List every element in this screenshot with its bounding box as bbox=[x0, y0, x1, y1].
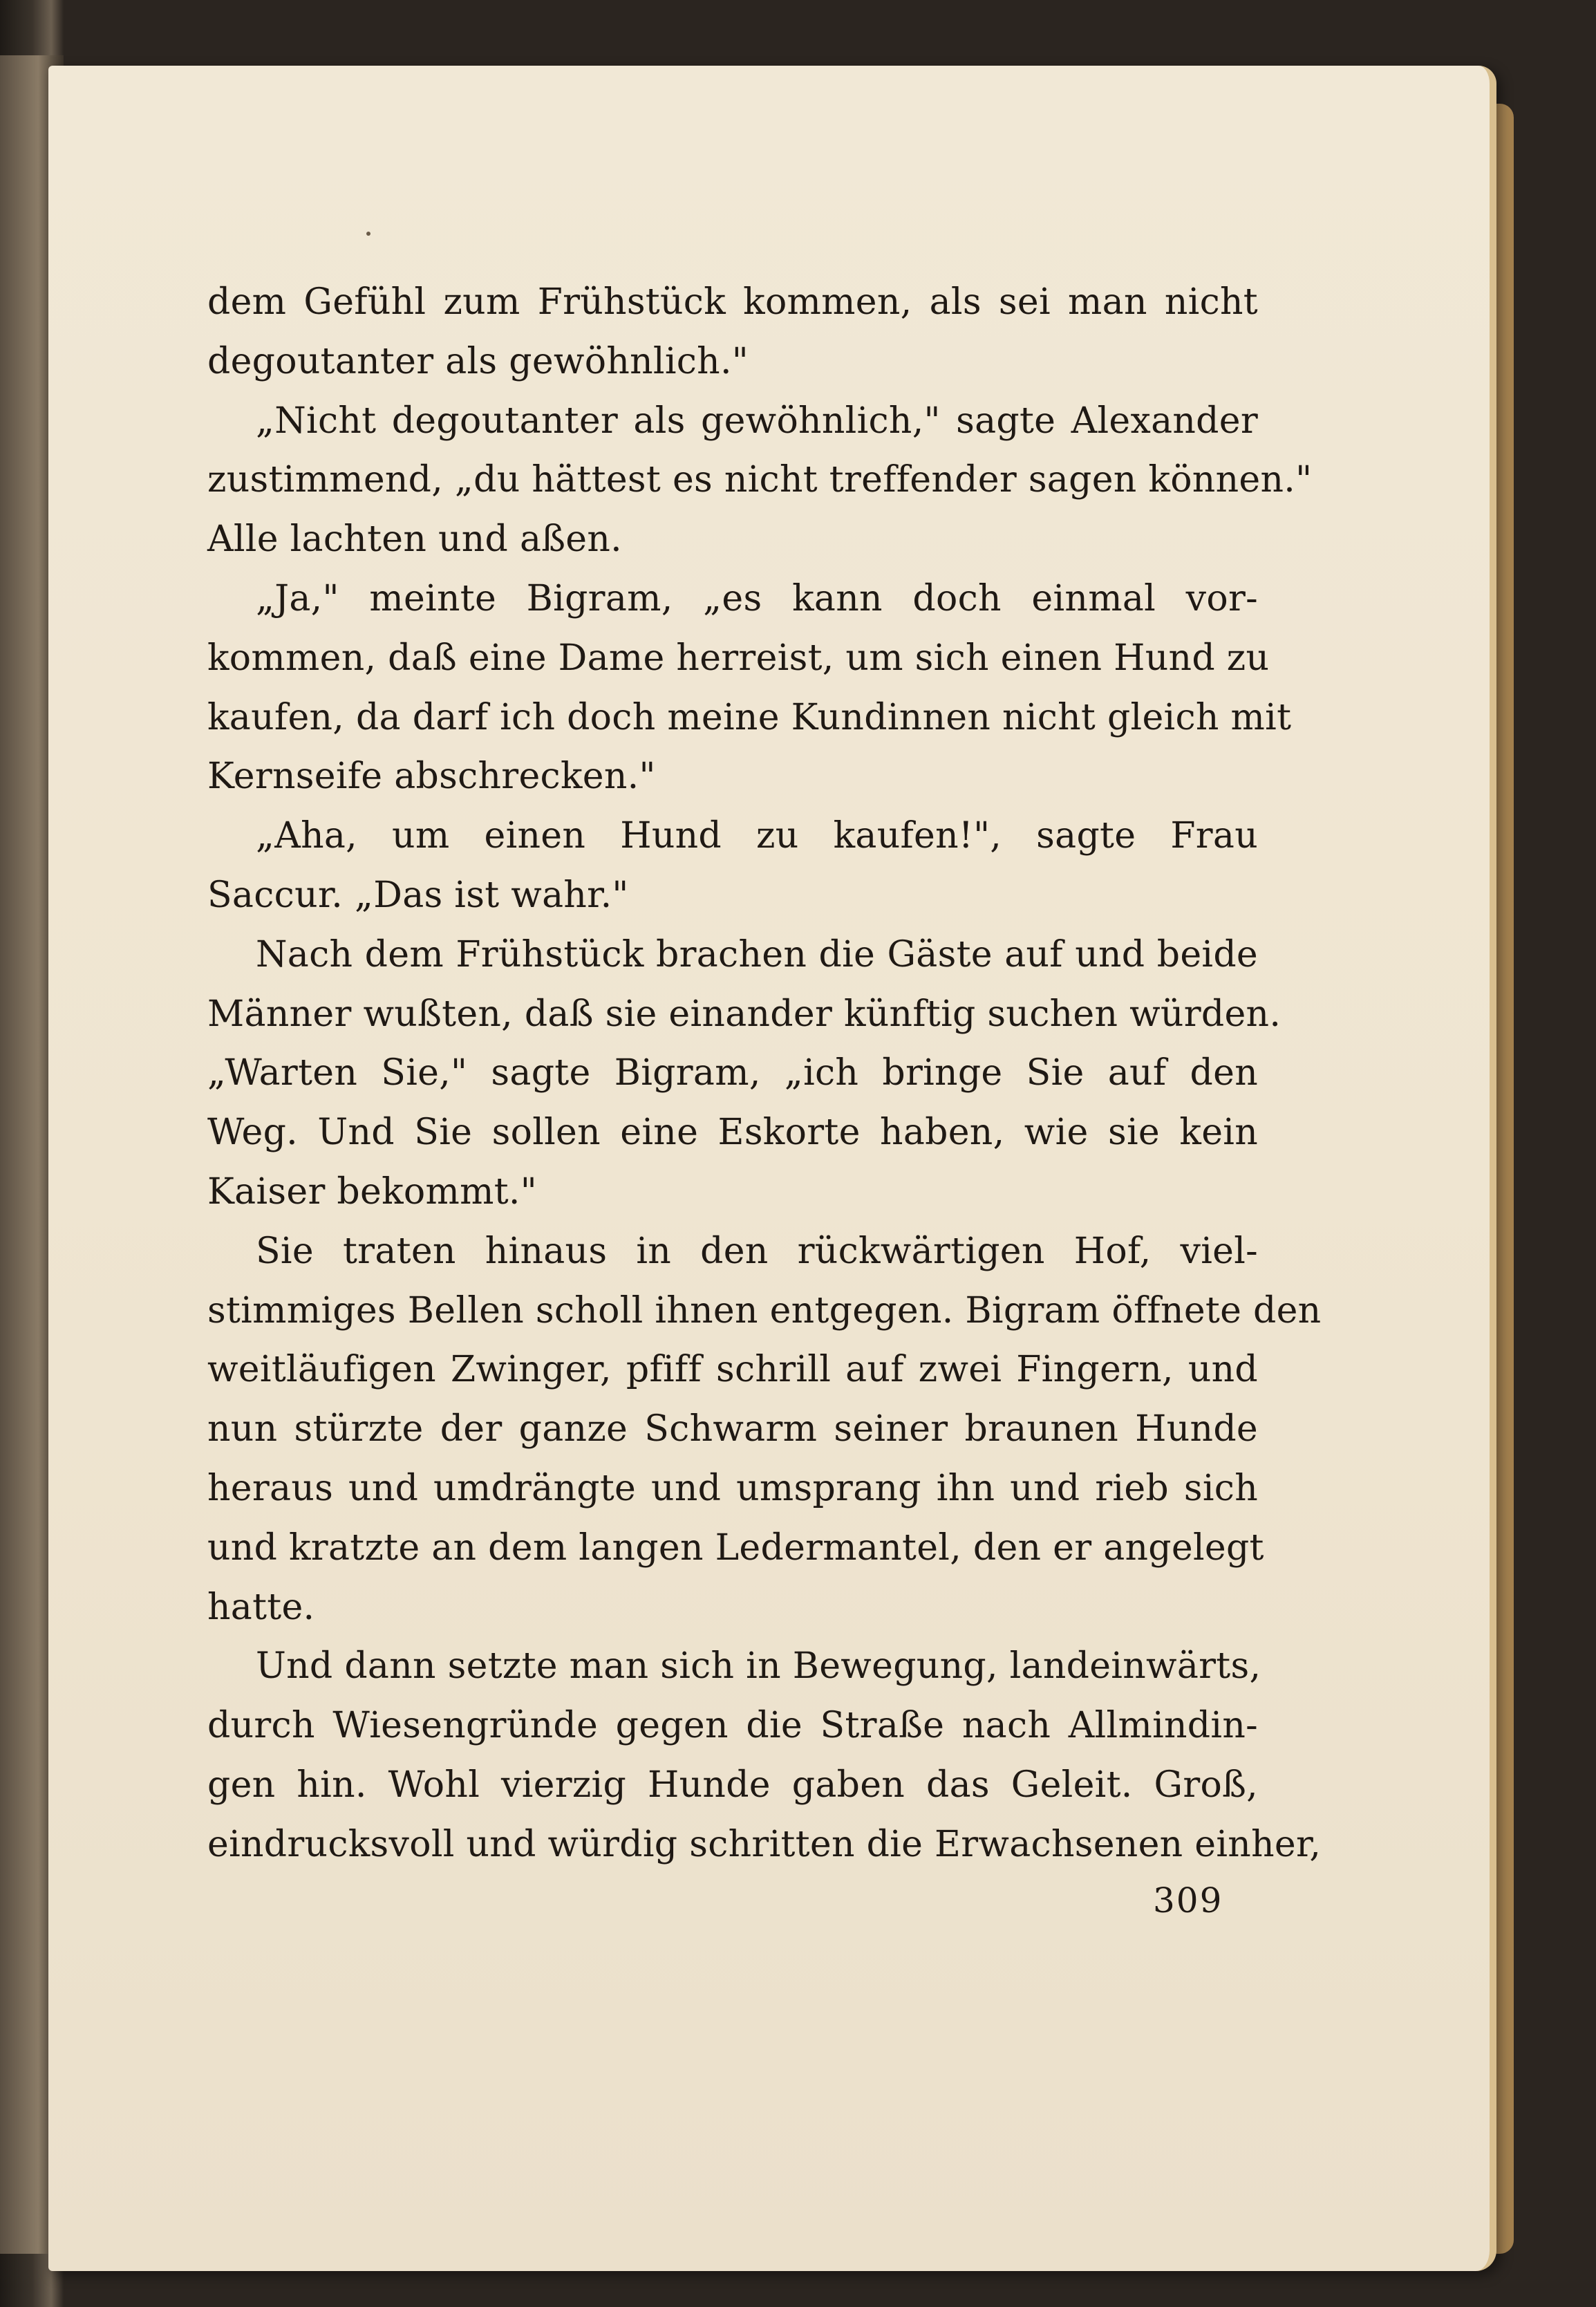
text-line: Sie traten hinaus in den rückwärtigen Hof, viel- bbox=[256, 1230, 1258, 1272]
text-line: Und dann setzte man sich in Bewegung, landeinwärts, bbox=[256, 1645, 1261, 1688]
text-line: heraus und umdrängte und umsprang ihn und rieb sich bbox=[207, 1467, 1258, 1509]
text-line: Saccur. „Das ist wahr." bbox=[207, 874, 629, 916]
text-line: gen hin. Wohl vierzig Hunde gaben das Geleit. Groß, bbox=[207, 1764, 1258, 1806]
text-line: „Warten Sie," sagte Bigram, „ich bringe Sie auf den bbox=[207, 1052, 1258, 1094]
text-line: Kaiser bekommt." bbox=[207, 1170, 537, 1213]
text-line: kommen, daß eine Dame herreist, um sich einen Hund zu bbox=[207, 637, 1270, 679]
text-line: weitläufigen Zwinger, pfiff schrill auf zwei Fingern, und bbox=[207, 1349, 1258, 1391]
page-number: 309 bbox=[1153, 1880, 1223, 1921]
text-line: Männer wußten, daß sie einander künftig suchen würden. bbox=[207, 993, 1282, 1035]
speck bbox=[366, 232, 370, 236]
text-line: Kernseife abschrecken." bbox=[207, 756, 656, 798]
text-line: hatte. bbox=[207, 1586, 315, 1628]
text-line: durch Wiesengründe gegen die Straße nach Allmindin- bbox=[207, 1705, 1258, 1747]
text-line: stimmiges Bellen scholl ihnen entgegen. Bigram öffnete den bbox=[207, 1289, 1322, 1332]
text-line: degoutanter als gewöhnlich." bbox=[207, 340, 749, 382]
text-line: Alle lachten und aßen. bbox=[207, 519, 622, 561]
text-line: „Ja," meinte Bigram, „es kann doch einmal vor- bbox=[256, 577, 1258, 619]
text-line: kaufen, da darf ich doch meine Kundinnen nicht gleich mit bbox=[207, 696, 1292, 738]
text-line: Nach dem Frühstück brachen die Gäste auf und beide bbox=[256, 933, 1258, 975]
text-line: „Aha, um einen Hund zu kaufen!", sagte Frau bbox=[256, 815, 1258, 857]
body-text bbox=[207, 273, 1322, 1875]
text-line: Weg. Und Sie sollen eine Eskorte haben, wie sie kein bbox=[207, 1112, 1258, 1154]
text-line: zustimmend, „du hättest es nicht treffender sagen können." bbox=[207, 459, 1313, 501]
text-line: „Nicht degoutanter als gewöhnlich," sagte Alexander bbox=[256, 400, 1258, 442]
text-line: eindrucksvoll und würdig schritten die Erwachsenen einher, bbox=[207, 1823, 1322, 1865]
text-line: dem Gefühl zum Frühstück kommen, als sei man nicht bbox=[207, 281, 1258, 323]
text-line: und kratzte an dem langen Ledermantel, den er angelegt bbox=[207, 1526, 1264, 1569]
text-line: nun stürzte der ganze Schwarm seiner braunen Hunde bbox=[207, 1408, 1258, 1450]
